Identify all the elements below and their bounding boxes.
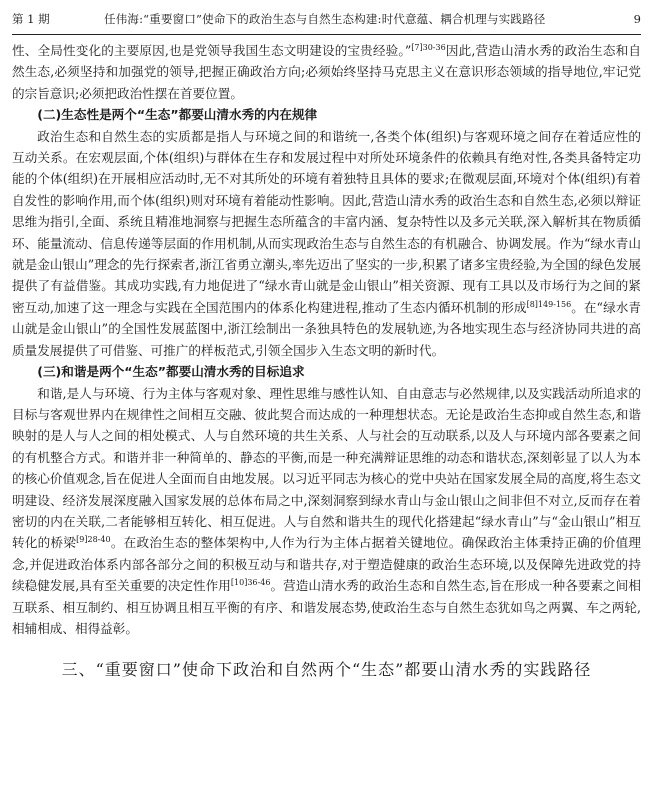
page-number: 9 [633, 12, 641, 26]
paragraph-text: 。在政治生态的整体架构中,人作为行为主体占据着关键地位。确保政治主体秉持正确的价值理念,并促进政治体系内部各部分之间的积极互动与和谐共存,对于塑造健康的政治生态环境,以及保障先进政党的持续稳健发展,具有至关重要的决定性作用 [12, 535, 641, 594]
issue-number: 第 1 期 [12, 12, 50, 26]
citation-ref: [8]149-156 [526, 299, 572, 309]
paragraph [12, 126, 641, 361]
paragraph-text: 和谐,是人与环境、行为主体与客观对象、理性思维与感性认知、自由意志与必然规律,以及实践活动所追求的目标与客观世界内在规律性之间相互交融、彼此契合而达成的一种理想状态。无论是政治生态抑或自然生态,和谐映射的是人与人之间的相处模式、人与自然环境的共生关系、人与社会的互动联系,以及人与环境内部各要素之间的有机整合方式。和谐并非一种简单的、静态的平衡,而是一种充满辩证思维的动态和谐状态,深刻彰显了以人为本的核心价值观念,旨在促进人全面而自由地发展。以习近平同志为核心的党中央站在国家发展全局的高度,将生态文明建设、经济发展深度融入国家发展的总体布局之中,深刻洞察到绿水青山与金山银山之间非但不对立,反而存在着密切的内在关联,二者能够相互转化、相互促进。人与自然和谐共生的现代化搭建起“绿水青山”与“金山银山”相互转化的桥梁 [12, 385, 641, 551]
paragraph [12, 40, 641, 104]
page-header [12, 8, 641, 30]
paragraph-text: 。在“绿水青山就是金山银山”的全国性发展蓝图中,浙江绘制出一条独具特色的发展轨迹,为各地实现生态与经济协同共进的高质量发展提供了可借鉴、可推广的样板范式,引领全国步入生态文明的新时代。 [12, 299, 641, 358]
subsection-heading: (三)和谐是两个“生态”都要山清水秀的目标追求 [37, 364, 305, 380]
article-body [12, 40, 641, 681]
paragraph-text: 性、全局性变化的主要原因,也是党领导我国生态文明建设的宝贵经验。” [12, 43, 412, 58]
paragraph-text: 因此,营造山清水秀的政治生态和自然生态,必须坚持和加强党的领导,把握正确政治方向;必须始终坚持马克思主义在意识形态领域的指导地位,牢记党的宗旨意识;必须把政治性摆在首要位置。 [12, 43, 641, 101]
citation-ref: [10]36-46 [230, 578, 271, 588]
header-rule [12, 34, 641, 35]
section-heading: 三、“重要窗口”使命下政治和自然两个“生态”都要山清水秀的实践路径 [61, 660, 592, 680]
running-title: 任伟海:“重要窗口”使命下的政治生态与自然生态构建:时代意蕴、耦合机理与实践路径 [104, 12, 546, 26]
paragraph-text: 。营造山清水秀的政治生态和自然生态,旨在形成一种各要素之间相互联系、相互制约、相互协调且相互平衡的有序、和谐发展态势,使政治生态与自然生态犹如鸟之两翼、车之两轮,相辅相成、相得益彰。 [12, 578, 641, 636]
citation-ref: [7]30-36 [411, 43, 446, 52]
paragraph [12, 383, 641, 640]
subsection-heading: (二)生态性是两个“生态”都要山清水秀的内在规律 [37, 107, 318, 123]
paragraph-text: 政治生态和自然生态的实质都是指人与环境之间的和谐统一,各类个体(组织)与客观环境之间存在着适应性的互动关系。在宏观层面,个体(组织)与群体在生存和发展过程中对所处环境条件的依赖具有绝对性,各类具备特定功能的个体(组织)在开展相应活动时,无不对其所处的环境有着独特且具体的要求;在微观层面,环境对个体(组织)有着自发性的影响作用,而个体(组织)则对环境有着能动性影响。因此,营造山清水秀的政治生态和自然生态,必须以辩证思维为指引,全面、系统且精准地洞察与把握生态所蕴含的丰富内涵、复杂特性以及多元关联,深入解析其在物质循环、能量流动、信息传递等层面的作用机制,从而实现政治生态与自然生态的有机融合、协调发展。作为“绿水青山就是金山银山”理念的先行探索者,浙江省勇立潮头,率先迈出了坚实的一步,积累了诸多宝贵经验,为全国的绿色发展提供了有益借鉴。其成功实践,有力地促进了“绿水青山就是金山银山”相关资源、现有工具以及市场行为之间的紧密互动,加速了这一理念与实践在全国范围内的体系化构建进程,推动了生态内循环机制的形成 [12, 128, 641, 315]
citation-ref: [9]28-40 [76, 535, 111, 545]
